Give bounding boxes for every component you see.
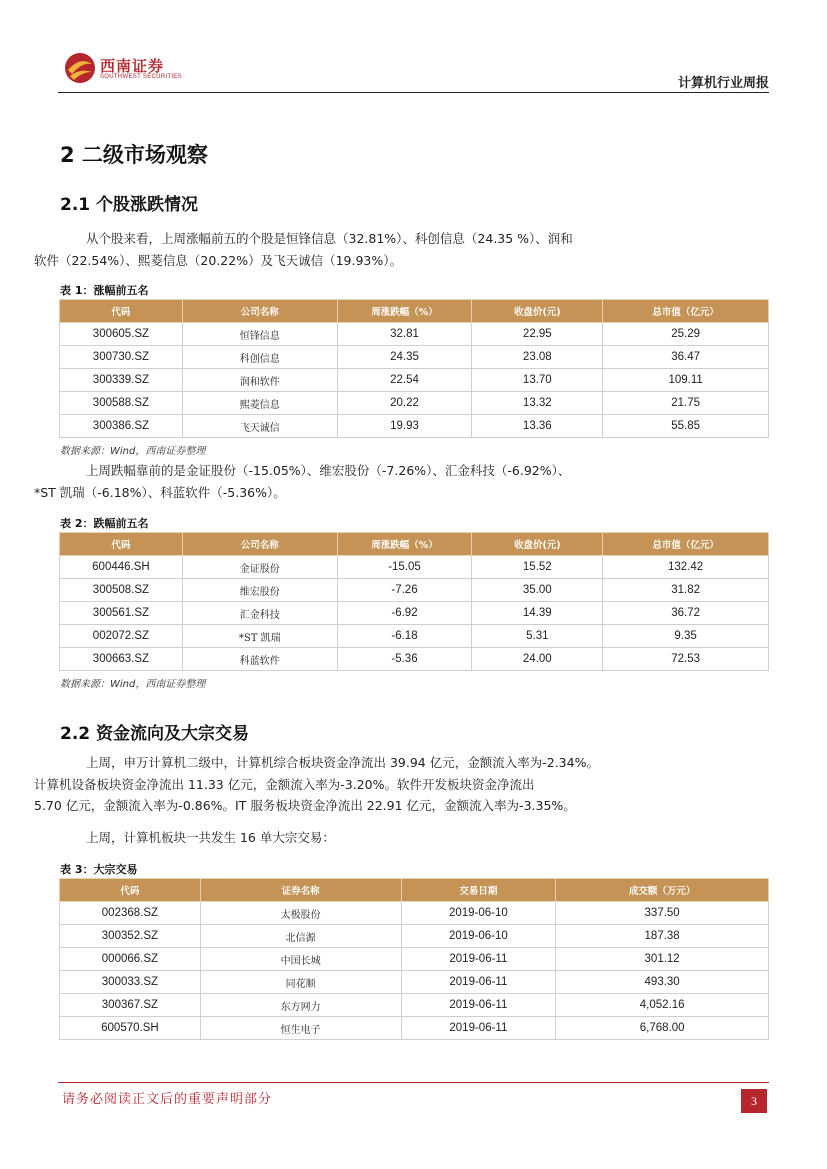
cell-change: -5.36 xyxy=(337,648,472,671)
header-divider xyxy=(58,92,769,93)
logo-text-en: SOUTHWEST SECURITIES xyxy=(100,74,182,80)
cell-code: 300605.SZ xyxy=(60,323,183,346)
cell-change: 19.93 xyxy=(337,415,472,438)
cell-date: 2019-06-11 xyxy=(401,971,556,994)
cell-company: 科创信息 xyxy=(182,346,337,369)
table-row xyxy=(60,323,769,346)
cell-date: 2019-06-11 xyxy=(401,948,556,971)
table-header-row xyxy=(60,300,769,323)
table2-source: 数据来源：Wind，西南证券整理 xyxy=(60,679,206,690)
cell-company: 熙菱信息 xyxy=(182,392,337,415)
cell-code: 300508.SZ xyxy=(60,579,183,602)
table1-caption: 表 1：涨幅前五名 xyxy=(60,284,149,297)
cell-security: 东方网力 xyxy=(200,994,401,1017)
subsection-title-2-2: 2.2 资金流向及大宗交易 xyxy=(60,724,250,744)
cell-change: 20.22 xyxy=(337,392,472,415)
table-block-trades xyxy=(59,878,769,1040)
paragraph-line: 上周跌幅靠前的是金证股份（-15.05%）、维宏股份（-7.26%）、汇金科技（-6.92%）、 xyxy=(86,463,571,478)
table-row xyxy=(60,925,769,948)
cell-code: 300033.SZ xyxy=(60,971,201,994)
cell-company: 汇金科技 xyxy=(182,602,337,625)
cell-close: 24.00 xyxy=(472,648,603,671)
logo-text-cn: 西南证券 xyxy=(100,57,165,75)
cell-close: 22.95 xyxy=(472,323,603,346)
table-row xyxy=(60,648,769,671)
paragraph-line: 计算机设备板块资金净流出 11.33 亿元，金额流入率为-3.20%。软件开发板块资金净流出 xyxy=(34,776,535,792)
cell-code: 000066.SZ xyxy=(60,948,201,971)
cell-mktcap: 55.85 xyxy=(603,415,769,438)
col-header-code: 代码 xyxy=(60,879,201,902)
table-row xyxy=(60,948,769,971)
table-row xyxy=(60,602,769,625)
cell-close: 13.70 xyxy=(472,369,603,392)
table-header-row xyxy=(60,533,769,556)
table-row xyxy=(60,625,769,648)
table3-caption: 表 3：大宗交易 xyxy=(60,863,138,876)
cell-company: 金证股份 xyxy=(182,556,337,579)
cell-close: 14.39 xyxy=(472,602,603,625)
table1-source: 数据来源：Wind，西南证券整理 xyxy=(60,446,206,457)
cell-mktcap: 31.82 xyxy=(603,579,769,602)
col-header-change: 周涨跌幅（%） xyxy=(337,533,472,556)
cell-amount: 187.38 xyxy=(556,925,769,948)
col-header-date: 交易日期 xyxy=(401,879,556,902)
paragraph-fund-flow xyxy=(34,752,768,817)
cell-code: 600446.SH xyxy=(60,556,183,579)
cell-mktcap: 36.47 xyxy=(603,346,769,369)
cell-security: 中国长城 xyxy=(200,948,401,971)
table-row xyxy=(60,971,769,994)
cell-company: 恒锋信息 xyxy=(182,323,337,346)
paragraph-block-trades xyxy=(60,827,768,849)
cell-amount: 301.12 xyxy=(556,948,769,971)
footer-disclaimer-note: 请务必阅读正文后的重要声明部分 xyxy=(62,1092,273,1107)
cell-change: -6.18 xyxy=(337,625,472,648)
cell-code: 300386.SZ xyxy=(60,415,183,438)
paragraph-line: 5.70 亿元，金额流入率为-0.86%。IT 服务板块资金净流出 22.91 亿元，金额流入率为-3.35%。 xyxy=(34,798,576,813)
paragraph-line: *ST 凯瑞（-6.18%）、科蓝软件（-5.36%）。 xyxy=(34,484,286,500)
cell-change: 24.35 xyxy=(337,346,472,369)
cell-code: 300561.SZ xyxy=(60,602,183,625)
cell-code: 300339.SZ xyxy=(60,369,183,392)
report-type: 计算机行业周报 xyxy=(677,76,769,91)
table-header-row xyxy=(60,879,769,902)
cell-mktcap: 109.11 xyxy=(603,369,769,392)
cell-code: 300663.SZ xyxy=(60,648,183,671)
table-row xyxy=(60,556,769,579)
table-top-losers xyxy=(59,532,769,671)
table-row xyxy=(60,346,769,369)
cell-security: 恒生电子 xyxy=(200,1017,401,1040)
table-row xyxy=(60,902,769,925)
cell-change: 22.54 xyxy=(337,369,472,392)
cell-change: -7.26 xyxy=(337,579,472,602)
cell-date: 2019-06-10 xyxy=(401,925,556,948)
cell-amount: 493.30 xyxy=(556,971,769,994)
paragraph-line: 上周，计算机板块一共发生 16 单大宗交易： xyxy=(86,830,335,845)
cell-date: 2019-06-11 xyxy=(401,994,556,1017)
cell-mktcap: 132.42 xyxy=(603,556,769,579)
table2-caption: 表 2：跌幅前五名 xyxy=(60,517,149,530)
col-header-code: 代码 xyxy=(60,300,183,323)
cell-code: 002072.SZ xyxy=(60,625,183,648)
table-row xyxy=(60,369,769,392)
cell-code: 300730.SZ xyxy=(60,346,183,369)
table-row xyxy=(60,392,769,415)
col-header-amount: 成交额（万元） xyxy=(556,879,769,902)
paragraph-line: 从个股来看，上周涨幅前五的个股是恒锋信息（32.81%）、科创信息（24.35 %）、润和 xyxy=(86,231,573,246)
cell-change: -15.05 xyxy=(337,556,472,579)
cell-mktcap: 21.75 xyxy=(603,392,769,415)
col-header-company: 公司名称 xyxy=(182,300,337,323)
col-header-change: 周涨跌幅（%） xyxy=(337,300,472,323)
cell-close: 13.32 xyxy=(472,392,603,415)
cell-company: 飞天诚信 xyxy=(182,415,337,438)
page-number: 3 xyxy=(741,1089,767,1113)
col-header-close: 收盘价(元) xyxy=(472,533,603,556)
cell-close: 13.36 xyxy=(472,415,603,438)
cell-code: 002368.SZ xyxy=(60,902,201,925)
cell-amount: 6,768.00 xyxy=(556,1017,769,1040)
col-header-mktcap: 总市值（亿元） xyxy=(603,533,769,556)
cell-company: 维宏股份 xyxy=(182,579,337,602)
footer-divider xyxy=(58,1082,769,1083)
cell-company: *ST 凯瑞 xyxy=(182,625,337,648)
paragraph-line: 软件（22.54%）、熙菱信息（20.22%）及飞天诚信（19.93%）。 xyxy=(34,252,402,268)
cell-date: 2019-06-10 xyxy=(401,902,556,925)
cell-mktcap: 9.35 xyxy=(603,625,769,648)
paragraph-line: 上周，申万计算机二级中，计算机综合板块资金净流出 39.94 亿元，金额流入率为-2.34%。 xyxy=(86,755,599,770)
col-header-security: 证券名称 xyxy=(200,879,401,902)
cell-mktcap: 25.29 xyxy=(603,323,769,346)
cell-company: 润和软件 xyxy=(182,369,337,392)
col-header-close: 收盘价(元) xyxy=(472,300,603,323)
cell-close: 15.52 xyxy=(472,556,603,579)
table-row xyxy=(60,415,769,438)
subsection-title-2-1: 2.1 个股涨跌情况 xyxy=(60,195,199,215)
cell-mktcap: 36.72 xyxy=(603,602,769,625)
table-row xyxy=(60,994,769,1017)
table-top-gainers xyxy=(59,299,769,438)
cell-code: 600570.SH xyxy=(60,1017,201,1040)
cell-date: 2019-06-11 xyxy=(401,1017,556,1040)
col-header-code: 代码 xyxy=(60,533,183,556)
cell-close: 23.08 xyxy=(472,346,603,369)
cell-security: 北信源 xyxy=(200,925,401,948)
cell-security: 同花顺 xyxy=(200,971,401,994)
page-header xyxy=(0,0,827,100)
col-header-mktcap: 总市值（亿元） xyxy=(603,300,769,323)
cell-amount: 4,052.16 xyxy=(556,994,769,1017)
cell-code: 300352.SZ xyxy=(60,925,201,948)
cell-code: 300367.SZ xyxy=(60,994,201,1017)
cell-change: -6.92 xyxy=(337,602,472,625)
section-title: 2 二级市场观察 xyxy=(60,143,208,167)
cell-amount: 337.50 xyxy=(556,902,769,925)
paragraph-top-losers xyxy=(34,460,768,503)
cell-code: 300588.SZ xyxy=(60,392,183,415)
cell-close: 5.31 xyxy=(472,625,603,648)
cell-change: 32.81 xyxy=(337,323,472,346)
cell-close: 35.00 xyxy=(472,579,603,602)
cell-mktcap: 72.53 xyxy=(603,648,769,671)
table-row xyxy=(60,1017,769,1040)
cell-security: 太极股份 xyxy=(200,902,401,925)
table-row xyxy=(60,579,769,602)
paragraph-top-gainers xyxy=(34,228,768,271)
cell-company: 科蓝软件 xyxy=(182,648,337,671)
col-header-company: 公司名称 xyxy=(182,533,337,556)
